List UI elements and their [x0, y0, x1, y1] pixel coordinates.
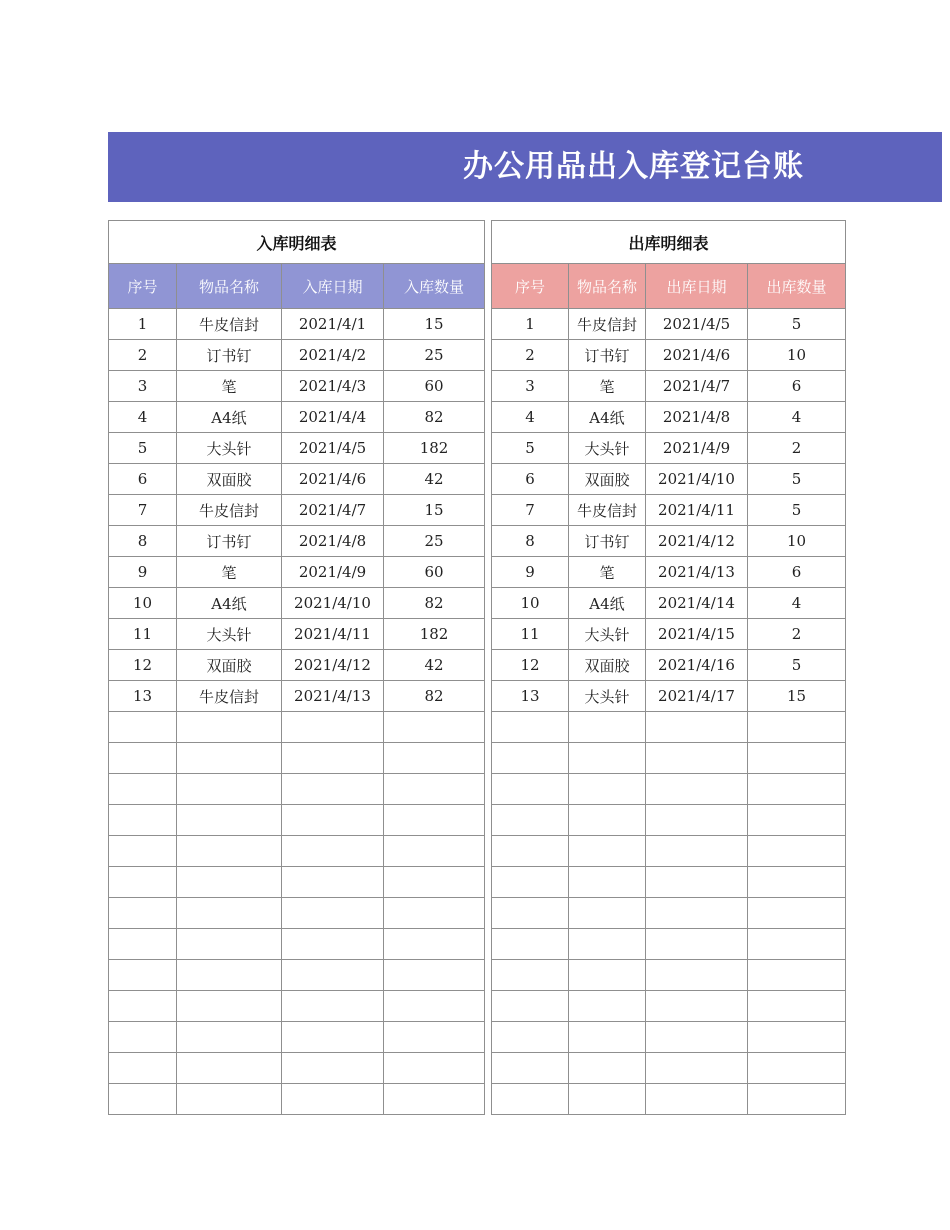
cell-index[interactable]: [492, 743, 569, 774]
empty-table-row: [109, 898, 485, 929]
cell-quantity[interactable]: 82: [384, 588, 485, 619]
cell-quantity[interactable]: [748, 898, 846, 929]
cell-index[interactable]: 9: [109, 557, 177, 588]
cell-date[interactable]: 2021/4/12: [646, 526, 748, 557]
empty-table-row: [109, 712, 485, 743]
cell-item-name[interactable]: 订书钉: [569, 340, 646, 371]
table-row: [109, 681, 485, 712]
cell-quantity[interactable]: [384, 1084, 485, 1115]
cell-quantity[interactable]: [748, 1022, 846, 1053]
cell-quantity[interactable]: 2: [748, 433, 846, 464]
table-row: [492, 650, 846, 681]
table-row: [109, 495, 485, 526]
cell-date[interactable]: 2021/4/3: [282, 371, 384, 402]
cell-quantity[interactable]: 15: [748, 681, 846, 712]
cell-item-name[interactable]: 笔: [569, 371, 646, 402]
table-row: [109, 619, 485, 650]
cell-date[interactable]: 2021/4/13: [646, 557, 748, 588]
empty-table-row: [109, 1053, 485, 1084]
cell-index[interactable]: [492, 805, 569, 836]
empty-table-row: [109, 774, 485, 805]
table-row: [109, 464, 485, 495]
cell-quantity[interactable]: 182: [384, 433, 485, 464]
empty-table-row: [109, 867, 485, 898]
cell-item-name[interactable]: A4纸: [177, 402, 282, 433]
table-row: [109, 650, 485, 681]
cell-quantity[interactable]: [748, 960, 846, 991]
cell-date[interactable]: 2021/4/2: [282, 340, 384, 371]
cell-index[interactable]: 1: [109, 309, 177, 340]
cell-index[interactable]: 7: [492, 495, 569, 526]
cell-quantity[interactable]: [748, 774, 846, 805]
cell-quantity[interactable]: 25: [384, 340, 485, 371]
cell-index[interactable]: 7: [109, 495, 177, 526]
cell-quantity[interactable]: [748, 836, 846, 867]
cell-date[interactable]: 2021/4/17: [646, 681, 748, 712]
empty-table-row: [492, 743, 846, 774]
cell-index[interactable]: 12: [109, 650, 177, 681]
cell-date[interactable]: 2021/4/11: [282, 619, 384, 650]
cell-index[interactable]: [109, 1022, 177, 1053]
cell-index[interactable]: [109, 960, 177, 991]
empty-table-row: [492, 1022, 846, 1053]
cell-quantity[interactable]: 5: [748, 464, 846, 495]
cell-date[interactable]: 2021/4/8: [646, 402, 748, 433]
cell-item-name[interactable]: [569, 712, 646, 743]
table-row: [109, 371, 485, 402]
cell-index[interactable]: [492, 836, 569, 867]
table-row: [492, 681, 846, 712]
column-header-in-quantity: 入库数量: [384, 264, 485, 309]
cell-date[interactable]: [282, 805, 384, 836]
cell-item-name[interactable]: [177, 1084, 282, 1115]
empty-table-row: [109, 960, 485, 991]
cell-item-name[interactable]: 双面胶: [569, 464, 646, 495]
cell-index[interactable]: [492, 960, 569, 991]
cell-index[interactable]: [109, 991, 177, 1022]
cell-date[interactable]: [282, 960, 384, 991]
empty-table-row: [109, 1084, 485, 1115]
cell-index[interactable]: [109, 929, 177, 960]
cell-index[interactable]: [109, 867, 177, 898]
out-stock-table-caption: 出库明细表: [492, 221, 846, 264]
cell-date[interactable]: [282, 1053, 384, 1084]
cell-date[interactable]: 2021/4/10: [282, 588, 384, 619]
empty-table-row: [492, 1084, 846, 1115]
cell-index[interactable]: [492, 991, 569, 1022]
cell-date[interactable]: 2021/4/9: [646, 433, 748, 464]
empty-table-row: [492, 960, 846, 991]
cell-item-name[interactable]: [569, 743, 646, 774]
cell-index[interactable]: 2: [109, 340, 177, 371]
in-stock-table-body: [109, 309, 485, 1115]
cell-index[interactable]: [492, 898, 569, 929]
cell-index[interactable]: [492, 929, 569, 960]
cell-item-name[interactable]: [177, 929, 282, 960]
empty-table-row: [109, 991, 485, 1022]
cell-date[interactable]: 2021/4/8: [282, 526, 384, 557]
cell-date[interactable]: [646, 1084, 748, 1115]
table-row: [492, 464, 846, 495]
cell-item-name[interactable]: 订书钉: [569, 526, 646, 557]
cell-quantity[interactable]: 25: [384, 526, 485, 557]
cell-index[interactable]: 3: [492, 371, 569, 402]
cell-index[interactable]: [109, 774, 177, 805]
cell-quantity[interactable]: 6: [748, 371, 846, 402]
cell-date[interactable]: [282, 774, 384, 805]
in-stock-table-caption: 入库明细表: [109, 221, 485, 264]
cell-quantity[interactable]: 5: [748, 650, 846, 681]
cell-quantity[interactable]: [384, 991, 485, 1022]
cell-index[interactable]: 13: [492, 681, 569, 712]
table-row: [109, 526, 485, 557]
cell-index[interactable]: [492, 712, 569, 743]
cell-quantity[interactable]: [384, 774, 485, 805]
cell-date[interactable]: 2021/4/5: [282, 433, 384, 464]
cell-quantity[interactable]: [748, 712, 846, 743]
cell-index[interactable]: [109, 898, 177, 929]
table-row: [109, 402, 485, 433]
cell-quantity[interactable]: 4: [748, 402, 846, 433]
cell-index[interactable]: 11: [492, 619, 569, 650]
cell-quantity[interactable]: [384, 929, 485, 960]
cell-quantity[interactable]: 4: [748, 588, 846, 619]
cell-index[interactable]: 10: [109, 588, 177, 619]
cell-index[interactable]: 11: [109, 619, 177, 650]
cell-date[interactable]: [646, 836, 748, 867]
cell-date[interactable]: 2021/4/6: [646, 340, 748, 371]
cell-date[interactable]: 2021/4/5: [646, 309, 748, 340]
empty-table-row: [492, 1053, 846, 1084]
cell-index[interactable]: 3: [109, 371, 177, 402]
cell-item-name[interactable]: [177, 1053, 282, 1084]
cell-item-name[interactable]: [569, 805, 646, 836]
cell-quantity[interactable]: 60: [384, 557, 485, 588]
cell-item-name[interactable]: [177, 1022, 282, 1053]
cell-item-name[interactable]: [569, 898, 646, 929]
cell-index[interactable]: [109, 712, 177, 743]
cell-index[interactable]: 9: [492, 557, 569, 588]
empty-table-row: [492, 991, 846, 1022]
cell-date[interactable]: [282, 991, 384, 1022]
cell-date[interactable]: [646, 1053, 748, 1084]
cell-item-name[interactable]: 大头针: [569, 433, 646, 464]
cell-quantity[interactable]: [384, 960, 485, 991]
cell-quantity[interactable]: 82: [384, 681, 485, 712]
cell-index[interactable]: [109, 805, 177, 836]
cell-date[interactable]: 2021/4/13: [282, 681, 384, 712]
cell-index[interactable]: 4: [109, 402, 177, 433]
cell-item-name[interactable]: A4纸: [177, 588, 282, 619]
cell-index[interactable]: 1: [492, 309, 569, 340]
cell-index[interactable]: 8: [109, 526, 177, 557]
cell-date[interactable]: 2021/4/7: [646, 371, 748, 402]
cell-item-name[interactable]: A4纸: [569, 588, 646, 619]
cell-item-name[interactable]: [177, 805, 282, 836]
cell-index[interactable]: 12: [492, 650, 569, 681]
cell-date[interactable]: 2021/4/15: [646, 619, 748, 650]
cell-item-name[interactable]: [569, 867, 646, 898]
column-header-out-date: 出库日期: [646, 264, 748, 309]
cell-quantity[interactable]: [384, 1053, 485, 1084]
cell-quantity[interactable]: 42: [384, 464, 485, 495]
cell-item-name[interactable]: [569, 929, 646, 960]
table-row: [492, 495, 846, 526]
cell-item-name[interactable]: 笔: [177, 557, 282, 588]
cell-index[interactable]: [492, 1022, 569, 1053]
cell-date[interactable]: [646, 929, 748, 960]
cell-date[interactable]: [282, 743, 384, 774]
cell-index[interactable]: [492, 774, 569, 805]
cell-quantity[interactable]: [748, 743, 846, 774]
cell-quantity[interactable]: [384, 836, 485, 867]
cell-item-name[interactable]: [177, 867, 282, 898]
table-row: [492, 619, 846, 650]
column-header-index: 序号: [109, 264, 177, 309]
cell-quantity[interactable]: 5: [748, 495, 846, 526]
cell-item-name[interactable]: [177, 774, 282, 805]
column-header-index: 序号: [492, 264, 569, 309]
page-title: 办公用品出入库登记台账: [463, 149, 804, 184]
empty-table-row: [109, 929, 485, 960]
cell-item-name[interactable]: [569, 991, 646, 1022]
cell-item-name[interactable]: [569, 1084, 646, 1115]
empty-table-row: [492, 898, 846, 929]
column-header-out-quantity: 出库数量: [748, 264, 846, 309]
cell-quantity[interactable]: [748, 1053, 846, 1084]
cell-date[interactable]: [282, 1084, 384, 1115]
cell-date[interactable]: [646, 1022, 748, 1053]
table-row: [109, 340, 485, 371]
cell-item-name[interactable]: 大头针: [177, 433, 282, 464]
cell-date[interactable]: 2021/4/16: [646, 650, 748, 681]
cell-date[interactable]: [646, 898, 748, 929]
empty-table-row: [492, 867, 846, 898]
cell-item-name[interactable]: [569, 774, 646, 805]
cell-date[interactable]: 2021/4/10: [646, 464, 748, 495]
cell-quantity[interactable]: [748, 991, 846, 1022]
cell-index[interactable]: 10: [492, 588, 569, 619]
cell-item-name[interactable]: 牛皮信封: [177, 681, 282, 712]
cell-quantity[interactable]: 60: [384, 371, 485, 402]
cell-item-name[interactable]: 笔: [569, 557, 646, 588]
cell-date[interactable]: 2021/4/12: [282, 650, 384, 681]
cell-item-name[interactable]: [177, 712, 282, 743]
cell-item-name[interactable]: 双面胶: [177, 650, 282, 681]
cell-date[interactable]: [282, 898, 384, 929]
in-stock-table: [108, 220, 485, 1115]
cell-quantity[interactable]: [748, 929, 846, 960]
cell-date[interactable]: [646, 712, 748, 743]
empty-table-row: [492, 774, 846, 805]
cell-item-name[interactable]: 双面胶: [177, 464, 282, 495]
cell-index[interactable]: 13: [109, 681, 177, 712]
cell-date[interactable]: [282, 836, 384, 867]
table-row: [109, 433, 485, 464]
table-row: [492, 340, 846, 371]
cell-quantity[interactable]: 2: [748, 619, 846, 650]
cell-date[interactable]: [646, 743, 748, 774]
cell-date[interactable]: 2021/4/14: [646, 588, 748, 619]
cell-item-name[interactable]: 牛皮信封: [177, 309, 282, 340]
empty-table-row: [109, 836, 485, 867]
cell-index[interactable]: [492, 1053, 569, 1084]
column-header-item-name: 物品名称: [177, 264, 282, 309]
cell-quantity[interactable]: [384, 743, 485, 774]
empty-table-row: [109, 743, 485, 774]
cell-quantity[interactable]: 6: [748, 557, 846, 588]
cell-index[interactable]: 8: [492, 526, 569, 557]
table-row: [492, 588, 846, 619]
cell-item-name[interactable]: [569, 1022, 646, 1053]
cell-item-name[interactable]: [569, 836, 646, 867]
table-row: [109, 557, 485, 588]
cell-quantity[interactable]: [384, 805, 485, 836]
cell-quantity[interactable]: 82: [384, 402, 485, 433]
empty-table-row: [109, 1022, 485, 1053]
cell-index[interactable]: 5: [492, 433, 569, 464]
cell-date[interactable]: [646, 774, 748, 805]
cell-date[interactable]: [282, 929, 384, 960]
cell-quantity[interactable]: 42: [384, 650, 485, 681]
table-row: [492, 371, 846, 402]
table-row: [492, 309, 846, 340]
table-row: [492, 402, 846, 433]
table-row: [492, 433, 846, 464]
cell-date[interactable]: 2021/4/9: [282, 557, 384, 588]
out-stock-table-body: [492, 309, 846, 1115]
cell-item-name[interactable]: 大头针: [177, 619, 282, 650]
cell-quantity[interactable]: 15: [384, 495, 485, 526]
empty-table-row: [492, 836, 846, 867]
cell-item-name[interactable]: [177, 991, 282, 1022]
cell-index[interactable]: 6: [109, 464, 177, 495]
cell-item-name[interactable]: 牛皮信封: [569, 309, 646, 340]
title-banner: [108, 132, 942, 202]
cell-item-name[interactable]: 订书钉: [177, 340, 282, 371]
cell-date[interactable]: 2021/4/11: [646, 495, 748, 526]
out-stock-table: [491, 220, 846, 1115]
cell-index[interactable]: [109, 836, 177, 867]
cell-index[interactable]: 2: [492, 340, 569, 371]
cell-quantity[interactable]: [748, 1084, 846, 1115]
cell-item-name[interactable]: 订书钉: [177, 526, 282, 557]
cell-item-name[interactable]: [177, 898, 282, 929]
cell-index[interactable]: [109, 743, 177, 774]
cell-date[interactable]: [282, 1022, 384, 1053]
table-row: [109, 309, 485, 340]
table-row: [492, 557, 846, 588]
cell-index[interactable]: [492, 1084, 569, 1115]
cell-item-name[interactable]: [569, 960, 646, 991]
cell-item-name[interactable]: A4纸: [569, 402, 646, 433]
cell-index[interactable]: 4: [492, 402, 569, 433]
table-row: [492, 526, 846, 557]
cell-item-name[interactable]: 双面胶: [569, 650, 646, 681]
empty-table-row: [492, 805, 846, 836]
cell-index[interactable]: 5: [109, 433, 177, 464]
cell-quantity[interactable]: 15: [384, 309, 485, 340]
cell-date[interactable]: 2021/4/4: [282, 402, 384, 433]
cell-quantity[interactable]: 10: [748, 526, 846, 557]
cell-item-name[interactable]: 牛皮信封: [569, 495, 646, 526]
cell-quantity[interactable]: [384, 867, 485, 898]
cell-date[interactable]: 2021/4/7: [282, 495, 384, 526]
cell-date[interactable]: [646, 991, 748, 1022]
cell-date[interactable]: [282, 712, 384, 743]
cell-item-name[interactable]: 大头针: [569, 681, 646, 712]
empty-table-row: [492, 929, 846, 960]
cell-item-name[interactable]: [177, 960, 282, 991]
cell-index[interactable]: 6: [492, 464, 569, 495]
cell-quantity[interactable]: [384, 1022, 485, 1053]
cell-date[interactable]: [646, 960, 748, 991]
column-header-in-date: 入库日期: [282, 264, 384, 309]
cell-item-name[interactable]: 牛皮信封: [177, 495, 282, 526]
cell-index[interactable]: [109, 1053, 177, 1084]
cell-date[interactable]: 2021/4/1: [282, 309, 384, 340]
cell-item-name[interactable]: 笔: [177, 371, 282, 402]
table-row: [109, 588, 485, 619]
cell-quantity[interactable]: 182: [384, 619, 485, 650]
cell-date[interactable]: 2021/4/6: [282, 464, 384, 495]
cell-item-name[interactable]: 大头针: [569, 619, 646, 650]
cell-quantity[interactable]: [748, 805, 846, 836]
cell-date[interactable]: [646, 805, 748, 836]
cell-quantity[interactable]: 10: [748, 340, 846, 371]
cell-quantity[interactable]: 5: [748, 309, 846, 340]
empty-table-row: [109, 805, 485, 836]
cell-item-name[interactable]: [177, 836, 282, 867]
cell-quantity[interactable]: [384, 712, 485, 743]
cell-quantity[interactable]: [384, 898, 485, 929]
column-header-item-name: 物品名称: [569, 264, 646, 309]
cell-index[interactable]: [492, 867, 569, 898]
cell-date[interactable]: [282, 867, 384, 898]
cell-index[interactable]: [109, 1084, 177, 1115]
empty-table-row: [492, 712, 846, 743]
cell-item-name[interactable]: [569, 1053, 646, 1084]
cell-date[interactable]: [646, 867, 748, 898]
cell-item-name[interactable]: [177, 743, 282, 774]
cell-quantity[interactable]: [748, 867, 846, 898]
